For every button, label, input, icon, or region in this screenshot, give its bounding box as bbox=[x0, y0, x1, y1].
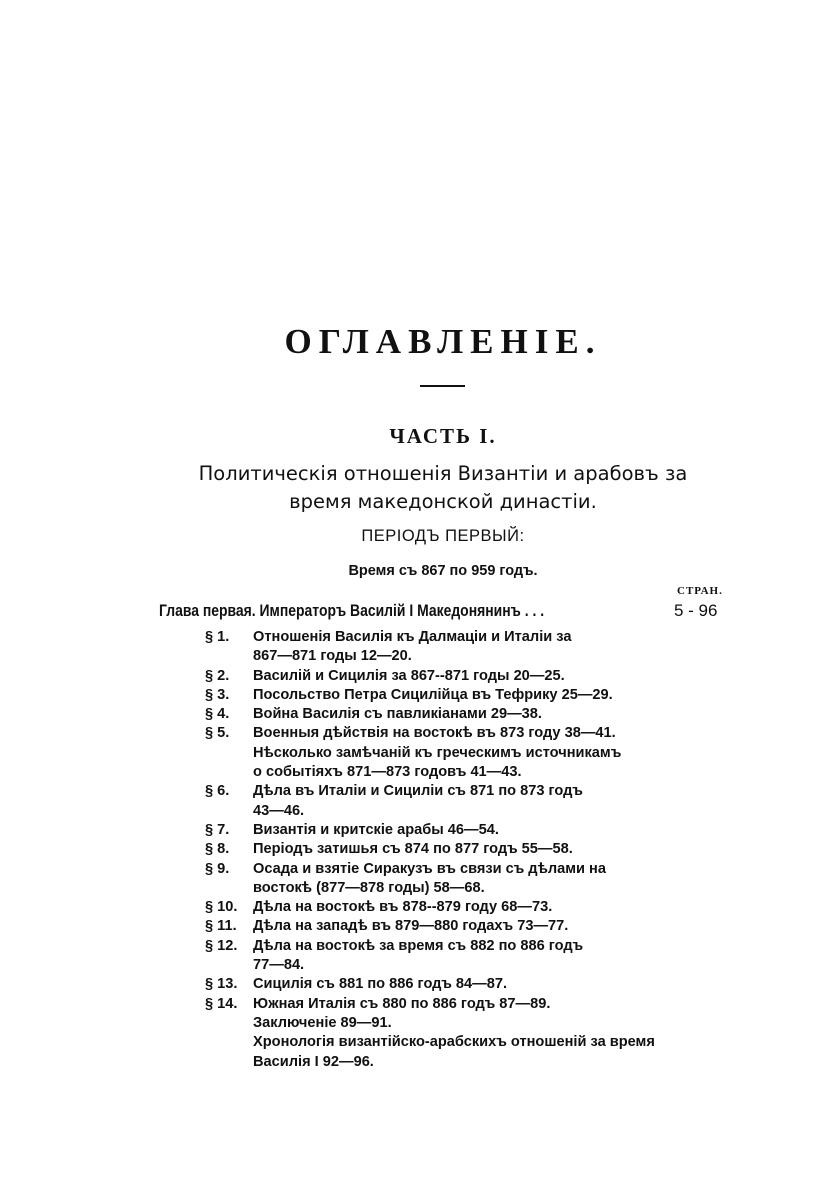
section-text bbox=[253, 898, 675, 917]
conclusion-entry: Заключеніе 89—91. bbox=[253, 1014, 392, 1031]
section-number: § 10. bbox=[205, 899, 238, 916]
section-line: 77—84. bbox=[253, 957, 305, 974]
section-number: § 14. bbox=[205, 995, 238, 1012]
toc-entry bbox=[205, 628, 675, 667]
toc-entry bbox=[205, 917, 675, 936]
section-text bbox=[253, 937, 675, 976]
subtitle-line-1: Политическія отношенія Византіи и арабовъ за bbox=[198, 462, 688, 485]
section-line: востокѣ (877—878 годы) 58—68. bbox=[253, 879, 485, 896]
section-line: Южная Италія съ 880 по 886 годъ 87—89. bbox=[253, 995, 551, 1012]
section-number: § 8. bbox=[205, 841, 230, 858]
section-text bbox=[253, 860, 675, 899]
toc-entry bbox=[205, 724, 675, 782]
section-text bbox=[253, 667, 675, 686]
section-line: 43—46. bbox=[253, 802, 305, 819]
section-number: § 9. bbox=[205, 860, 230, 877]
toc-entry bbox=[205, 898, 675, 917]
section-number: § 4. bbox=[205, 706, 230, 723]
section-text bbox=[253, 995, 675, 1014]
section-line: Осада и взятіе Сиракузъ въ связи съ дѣлами на bbox=[253, 860, 606, 877]
section-text bbox=[253, 628, 675, 667]
section-line: Дѣла на востокѣ за время съ 882 по 886 годъ bbox=[253, 937, 584, 954]
section-text bbox=[253, 705, 675, 724]
toc-entry bbox=[205, 667, 675, 686]
section-text bbox=[253, 686, 675, 705]
section-text bbox=[253, 782, 675, 821]
toc-entry bbox=[205, 840, 675, 859]
chapter-title: Глава первая. Императоръ Василій I Македонянинъ . . . bbox=[159, 601, 545, 620]
section-text bbox=[253, 840, 675, 859]
section-text bbox=[253, 975, 675, 994]
toc-entry bbox=[205, 995, 675, 1014]
section-text bbox=[253, 821, 675, 840]
table-of-contents bbox=[205, 628, 675, 1072]
title-divider bbox=[420, 385, 465, 387]
section-number: § 2. bbox=[205, 667, 230, 684]
pages-column-label: СТРАН. bbox=[677, 585, 723, 597]
section-number: § 3. bbox=[205, 686, 230, 703]
page-title: ОГЛАВЛЕНІЕ. bbox=[284, 322, 602, 361]
section-line: Дѣла въ Италіи и Сициліи съ 871 по 873 годъ bbox=[253, 783, 583, 800]
toc-entry bbox=[205, 705, 675, 724]
section-line: Посольство Петра Сицилійца въ Тефрику 25—29. bbox=[253, 686, 613, 703]
part-subtitle bbox=[150, 460, 736, 516]
section-line: о событіяхъ 871—873 годовъ 41—43. bbox=[253, 764, 522, 781]
section-text bbox=[253, 724, 675, 782]
section-line: Сицилія съ 881 по 886 годъ 84—87. bbox=[253, 976, 508, 993]
toc-entry bbox=[205, 686, 675, 705]
time-span: Время съ 867 по 959 годъ. bbox=[348, 563, 538, 579]
section-number: § 1. bbox=[205, 629, 230, 645]
section-line: Война Василія съ павликіанами 29—38. bbox=[253, 706, 542, 723]
chronology-entry-line: Василія I 92—96. bbox=[253, 1053, 374, 1070]
section-line: Нѣсколько замѣчаній къ греческимъ источникамъ bbox=[253, 744, 622, 761]
section-number: § 5. bbox=[205, 725, 230, 742]
toc-entry bbox=[205, 821, 675, 840]
section-number: § 13. bbox=[205, 976, 238, 993]
toc-entry bbox=[205, 860, 675, 899]
section-text bbox=[253, 917, 675, 936]
section-line: Періодъ затишья съ 874 по 877 годъ 55—58. bbox=[253, 841, 573, 858]
section-number: § 6. bbox=[205, 783, 230, 800]
subtitle-line-2: время македонской династіи. bbox=[289, 490, 597, 513]
part-heading: ЧАСТЬ I. bbox=[389, 424, 497, 448]
toc-entry bbox=[205, 782, 675, 821]
section-line: Дѣла на востокѣ въ 878--879 году 68—73. bbox=[253, 899, 553, 916]
section-line: Военныя дѣйствія на востокѣ въ 873 году 38—41. bbox=[253, 725, 616, 742]
section-line: Византія и критскіе арабы 46—54. bbox=[253, 821, 499, 838]
chronology-entry-line: Хронологія византійско-арабскихъ отношеній за время bbox=[253, 1034, 655, 1051]
section-number: § 12. bbox=[205, 937, 238, 954]
section-line: Отношенія Василія къ Далмаціи и Италіи за bbox=[253, 629, 572, 645]
toc-entry bbox=[205, 937, 675, 976]
section-number: § 11. bbox=[205, 918, 237, 935]
section-line: Дѣла на западѣ въ 879—880 годахъ 73—77. bbox=[253, 918, 569, 935]
period-heading: ПЕРІОДЪ ПЕРВЫЙ: bbox=[361, 527, 525, 545]
section-line: Василій и Сицилія за 867--871 годы 20—25. bbox=[253, 667, 565, 684]
toc-entry bbox=[205, 975, 675, 994]
section-line: 867—871 годы 12—20. bbox=[253, 648, 412, 665]
section-number: § 7. bbox=[205, 821, 230, 838]
chapter-pages: 5 - 96 bbox=[674, 601, 718, 620]
